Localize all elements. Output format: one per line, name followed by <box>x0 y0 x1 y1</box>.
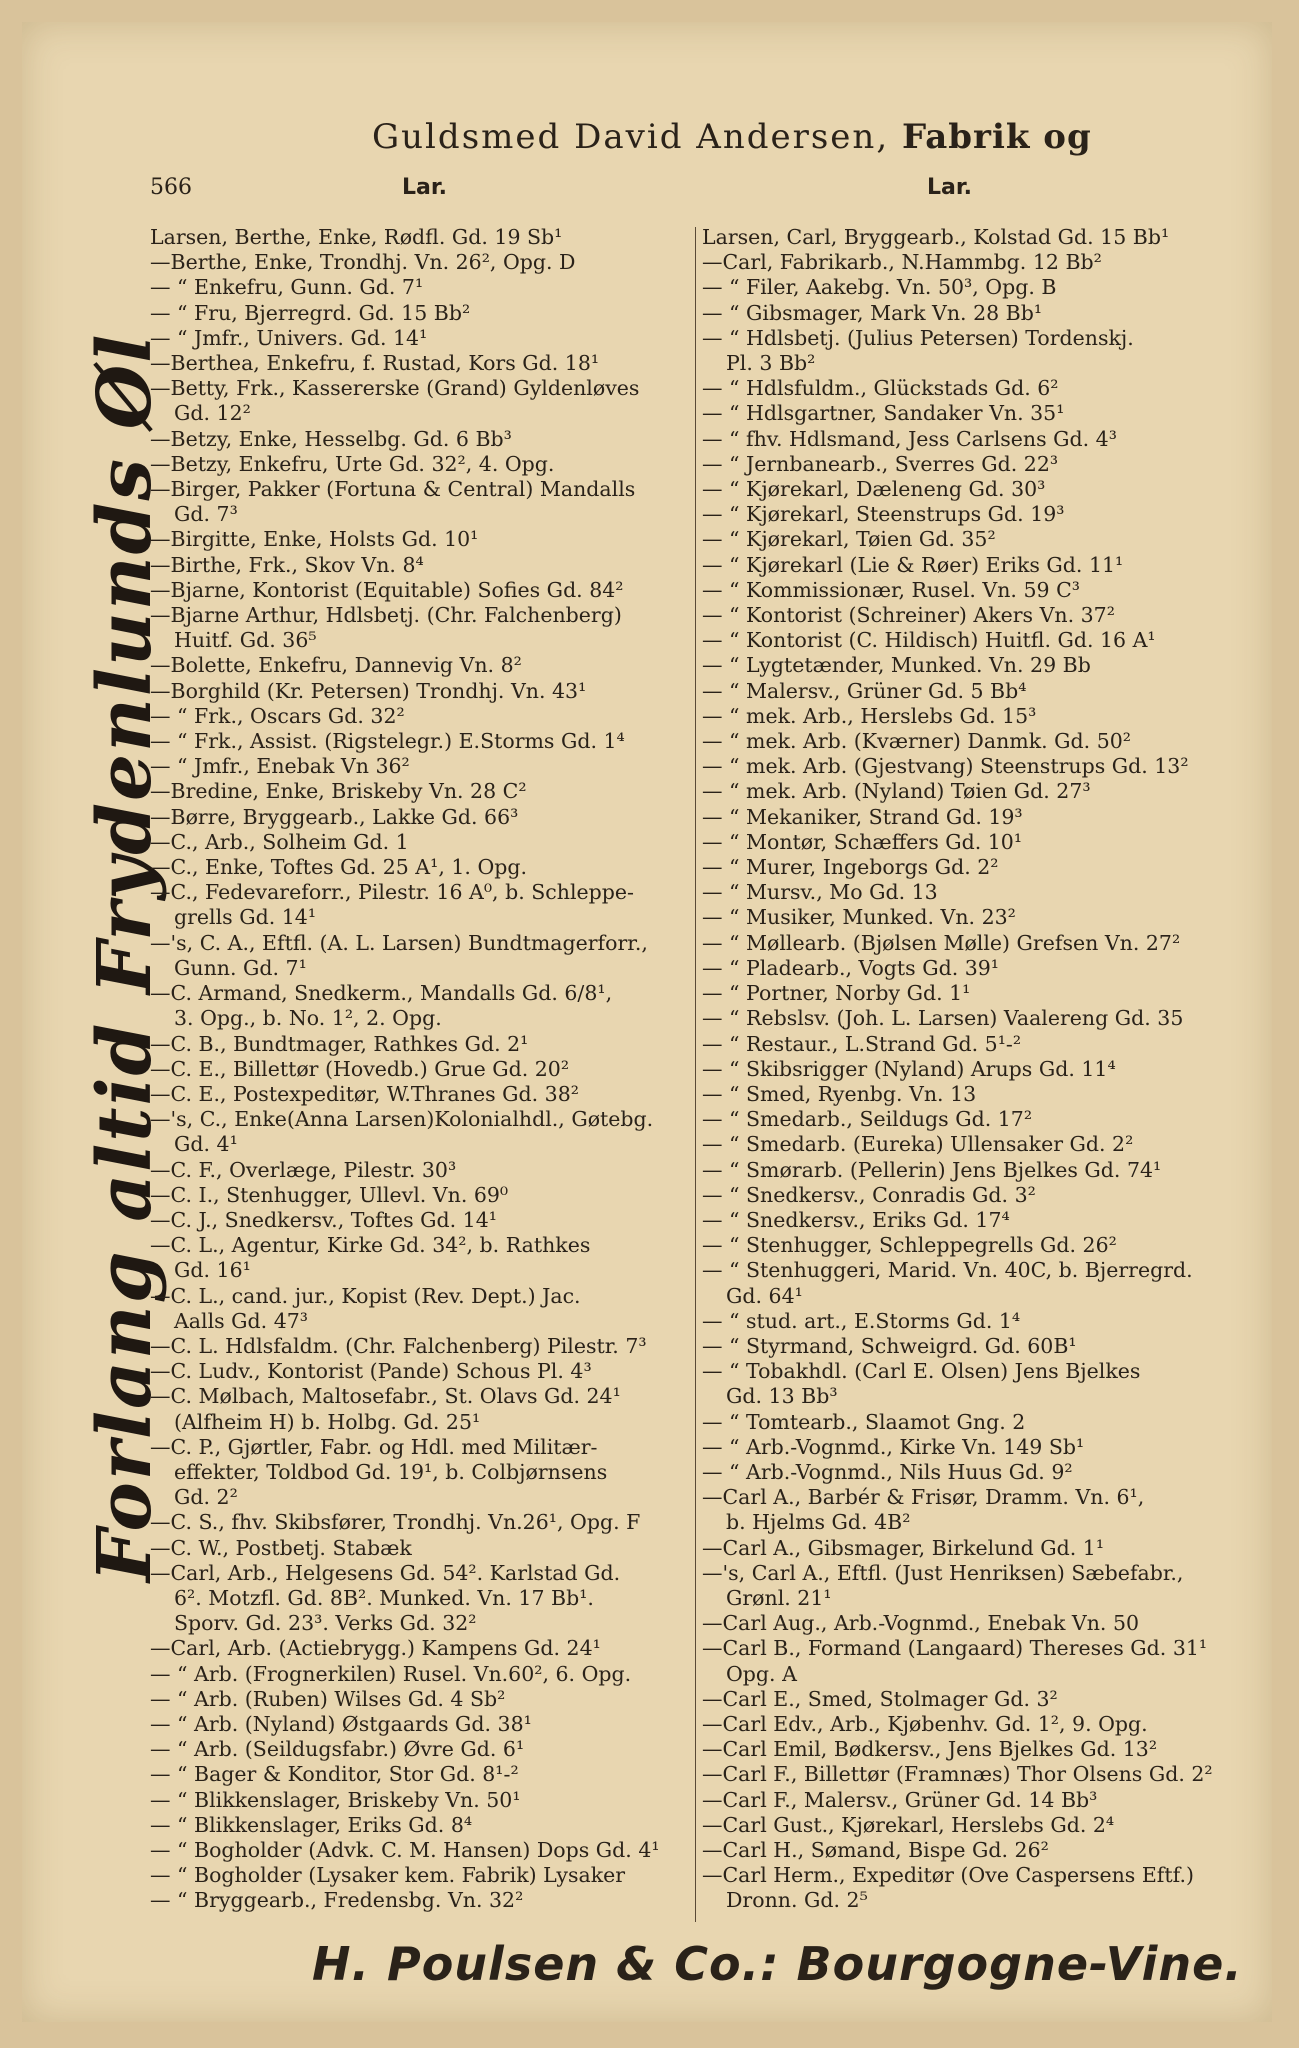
entry-line: — “ Stenhugger, Schleppegrells Gd. 26² <box>702 1233 1117 1258</box>
entry-line: — “ Styrmand, Schweigrd. Gd. 60B¹ <box>702 1333 1077 1358</box>
left-column <box>150 225 690 1914</box>
directory-entry <box>150 326 690 351</box>
entry-line: — “ Stenhuggeri, Marid. Vn. 40C, b. Bjerregrd. <box>702 1258 1193 1283</box>
directory-entry <box>702 275 1247 300</box>
directory-entry <box>702 1006 1247 1031</box>
directory-entry <box>702 956 1247 981</box>
directory-entry <box>702 704 1247 729</box>
entry-line: —Carl E., Smed, Stolmager Gd. 3² <box>702 1686 1058 1711</box>
entry-line: —Bjarne, Kontorist (Equitable) Sofies Gd. 84² <box>150 577 624 602</box>
column-divider <box>695 227 696 1922</box>
entry-line: —C. Armand, Snedkerm., Mandalls Gd. 6/8¹, <box>150 981 613 1006</box>
directory-entry <box>150 301 690 326</box>
entry-continuation: Huitf. Gd. 36⁵ <box>174 628 317 653</box>
entry-line: — “ Skibsrigger (Nyland) Arups Gd. 11⁴ <box>702 1056 1116 1081</box>
entry-line: — “ Hdlsfuldm., Glückstads Gd. 6² <box>702 376 1059 401</box>
entry-line: — “ Blikkenslager, Briskeby Vn. 50¹ <box>150 1787 521 1812</box>
entry-line: —C. E., Billettør (Hovedb.) Grue Gd. 20² <box>150 1056 570 1081</box>
directory-entry <box>150 1107 690 1157</box>
entry-line: —C. Mølbach, Maltosefabr., St. Olavs Gd. 24¹ <box>150 1384 621 1409</box>
directory-entry <box>702 754 1247 779</box>
directory-entry <box>150 477 690 527</box>
entry-line: — “ mek. Arb. (Nyland) Tøien Gd. 27³ <box>702 779 1091 804</box>
directory-entry <box>702 1737 1247 1762</box>
directory-entry <box>150 1863 690 1888</box>
directory-entry <box>702 1485 1247 1535</box>
directory-entry <box>702 1107 1247 1132</box>
entry-line: — “ Pladearb., Vogts Gd. 39¹ <box>702 955 1000 980</box>
directory-entry <box>702 1687 1247 1712</box>
directory-entry <box>150 351 690 376</box>
entry-continuation: grells Gd. 14¹ <box>174 905 317 930</box>
right-column <box>702 225 1247 1914</box>
entry-line: —Birgitte, Enke, Holsts Gd. 10¹ <box>150 527 479 552</box>
directory-entry <box>150 1183 690 1208</box>
directory-entry <box>702 679 1247 704</box>
directory-entry <box>702 1813 1247 1838</box>
entry-line: — “ Arb. (Nyland) Østgaards Gd. 38¹ <box>150 1711 532 1736</box>
directory-entry <box>702 1233 1247 1258</box>
entry-line: —C. S., fhv. Skibsfører, Trondhj. Vn.26¹, Opg. F <box>150 1510 641 1535</box>
directory-entry <box>150 830 690 855</box>
entry-line: — “ mek. Arb., Herslebs Gd. 15³ <box>702 703 1037 728</box>
footer-advertisement: H. Poulsen & Co.: Bourgogne-Vine. <box>312 1937 1243 1991</box>
entry-line: — “ Filer, Aakebg. Vn. 50³, Opg. B <box>702 275 1057 300</box>
entry-line: —Carl A., Gibsmager, Birkelund Gd. 1¹ <box>702 1535 1105 1560</box>
entry-line: — “ Snedkersv., Conradis Gd. 3² <box>702 1182 1036 1207</box>
directory-entry <box>150 452 690 477</box>
directory-entry <box>702 1032 1247 1057</box>
entry-continuation: effekter, Toldbod Gd. 19¹, b. Colbjørnsens <box>174 1459 608 1484</box>
directory-entry <box>702 1208 1247 1233</box>
directory-entry <box>150 1662 690 1687</box>
entry-line: — “ Lygtetænder, Munked. Vn. 29 Bb <box>702 653 1091 678</box>
entry-line: — “ Arb. (Ruben) Wilses Gd. 4 Sb² <box>150 1686 506 1711</box>
directory-entry <box>702 250 1247 275</box>
left-column-key: Lar. <box>402 175 447 200</box>
entry-line: — “ Smed, Ryenbg. Vn. 13 <box>702 1081 977 1106</box>
entry-line: —Carl Gust., Kjørekarl, Herslebs Gd. 2⁴ <box>702 1812 1115 1837</box>
entry-continuation: Grønl. 21¹ <box>726 1585 832 1610</box>
directory-entry <box>702 401 1247 426</box>
directory-entry <box>150 754 690 779</box>
directory-entry <box>702 1158 1247 1183</box>
entry-line: — “ Fru, Bjerregrd. Gd. 15 Bb² <box>150 300 471 325</box>
entry-line: —Bjarne Arthur, Hdlsbetj. (Chr. Falchenberg) <box>150 603 622 628</box>
entry-continuation: Gd. 2² <box>174 1485 238 1510</box>
directory-entry <box>702 1334 1247 1359</box>
directory-entry <box>150 578 690 603</box>
entry-line: —Carl F., Billettør (Framnæs) Thor Olsens Gd. 2² <box>702 1762 1213 1787</box>
directory-entry <box>702 603 1247 628</box>
entry-continuation: Gd. 16¹ <box>174 1258 251 1283</box>
directory-entry <box>150 1284 690 1334</box>
directory-entry <box>150 225 690 250</box>
entry-line: — “ Hdlsgartner, Sandaker Vn. 35¹ <box>702 401 1065 426</box>
directory-entry <box>150 1762 690 1787</box>
directory-entry <box>702 1435 1247 1460</box>
entry-line: —C. I., Stenhugger, Ullevl. Vn. 69⁰ <box>150 1182 509 1207</box>
directory-entry <box>150 704 690 729</box>
entry-continuation: (Alfheim H) b. Holbg. Gd. 25¹ <box>174 1409 481 1434</box>
directory-entry <box>702 477 1247 502</box>
entry-continuation: 3. Opg., b. No. 1², 2. Opg. <box>174 1006 442 1031</box>
directory-entry <box>702 830 1247 855</box>
directory-entry <box>150 603 690 653</box>
entry-line: —Betty, Frk., Kassererske (Grand) Gyldenløves <box>150 376 640 401</box>
directory-entry <box>150 855 690 880</box>
entry-line: — “ Tobakhdl. (Carl E. Olsen) Jens Bjelkes <box>702 1359 1141 1384</box>
entry-line: —Borghild (Kr. Petersen) Trondhj. Vn. 43¹ <box>150 678 587 703</box>
entry-line: —C. F., Overlæge, Pilestr. 30³ <box>150 1157 457 1182</box>
entry-line: —Carl Aug., Arb.-Vognmd., Enebak Vn. 50 <box>702 1611 1140 1636</box>
entry-line: —Birthe, Frk., Skov Vn. 8⁴ <box>150 552 424 577</box>
directory-entry <box>150 1838 690 1863</box>
entry-line: — “ Malersv., Grüner Gd. 5 Bb⁴ <box>702 678 1027 703</box>
entry-line: —'s, C. A., Eftfl. (A. L. Larsen) Bundtmagerforr., <box>150 930 648 955</box>
entry-line: —Carl Edv., Arb., Kjøbenhv. Gd. 1², 9. Opg. <box>702 1711 1148 1736</box>
entry-line: — “ Arb. (Frognerkilen) Rusel. Vn.60², 6. Opg. <box>150 1661 632 1686</box>
entry-line: — “ Møllearb. (Bjølsen Mølle) Grefsen Vn. 27² <box>702 930 1181 955</box>
entry-line: — “ Smedarb., Seildugs Gd. 17² <box>702 1107 1033 1132</box>
entry-line: — “ Arb.-Vognmd., Nils Huus Gd. 9² <box>702 1459 1073 1484</box>
running-header <box>372 117 1092 157</box>
entry-line: —Børre, Bryggearb., Lakke Gd. 66³ <box>150 804 519 829</box>
entry-line: —Carl H., Sømand, Bispe Gd. 26² <box>702 1838 1049 1862</box>
directory-entry <box>702 1561 1247 1611</box>
directory-entry <box>150 275 690 300</box>
directory-entry <box>702 1460 1247 1485</box>
directory-entry <box>702 1082 1247 1107</box>
entry-line: —Carl F., Malersv., Grüner Gd. 14 Bb³ <box>702 1787 1098 1812</box>
entry-continuation: Gd. 64¹ <box>726 1283 803 1308</box>
entry-line: — “ Montør, Schæffers Gd. 10¹ <box>702 829 1023 854</box>
entry-line: —C., Arb., Solheim Gd. 1 <box>150 829 409 854</box>
entry-line: —Bredine, Enke, Briskeby Vn. 28 C² <box>150 779 527 804</box>
entry-line: — “ fhv. Hdlsmand, Jess Carlsens Gd. 4³ <box>702 426 1117 451</box>
right-column-key: Lar. <box>927 175 972 200</box>
directory-entry <box>702 502 1247 527</box>
directory-entry <box>150 1510 690 1535</box>
header-ad-text: Guldsmed David Andersen, <box>372 117 890 157</box>
directory-entry <box>150 1384 690 1434</box>
entry-line: —C., Fedevareforr., Pilestr. 16 A⁰, b. Schleppe- <box>150 880 634 905</box>
entry-line: —C. W., Postbetj. Stabæk <box>150 1535 412 1560</box>
entry-line: — “ Kontorist (C. Hildisch) Huitfl. Gd. 16 A¹ <box>702 628 1156 653</box>
directory-entry <box>150 1561 690 1637</box>
directory-entry <box>150 805 690 830</box>
directory-entry <box>702 326 1247 376</box>
directory-entry <box>150 1888 690 1913</box>
entry-line: —Carl, Arb. (Actiebrygg.) Kampens Gd. 24¹ <box>150 1636 601 1661</box>
directory-entry <box>150 1233 690 1283</box>
entry-line: — “ Bogholder (Advk. C. M. Hansen) Dops Gd. 4¹ <box>150 1838 660 1862</box>
entry-line: —'s, C., Enke(Anna Larsen)Kolonialhdl., Gøtebg. <box>150 1107 654 1132</box>
entry-continuation: Gd. 7³ <box>174 502 238 527</box>
directory-entry <box>150 1687 690 1712</box>
entry-line: — “ Mekaniker, Strand Gd. 19³ <box>702 804 1023 829</box>
directory-entry <box>702 805 1247 830</box>
directory-entry <box>150 1435 690 1511</box>
entry-continuation: Dronn. Gd. 2⁵ <box>726 1888 868 1913</box>
directory-entry <box>150 1636 690 1661</box>
page-number: 566 <box>150 175 192 200</box>
directory-entry <box>702 1788 1247 1813</box>
entry-line: — “ Rebslsv. (Joh. L. Larsen) Vaalereng Gd. 35 <box>702 1006 1184 1031</box>
directory-entry <box>702 729 1247 754</box>
directory-entry <box>702 1410 1247 1435</box>
entry-line: — “ Jernbanearb., Sverres Gd. 22³ <box>702 451 1059 476</box>
entry-continuation: Aalls Gd. 47³ <box>174 1308 309 1333</box>
entry-line: — “ Bryggearb., Fredensbg. Vn. 32² <box>150 1888 524 1913</box>
directory-entry <box>702 527 1247 552</box>
entry-line: —Birger, Pakker (Fortuna & Central) Mandalls <box>150 477 636 502</box>
entry-line: — “ Kjørekarl (Lie & Røer) Eriks Gd. 11¹ <box>702 552 1124 577</box>
entry-line: — “ Frk., Oscars Gd. 32² <box>150 703 405 728</box>
directory-entry <box>702 1183 1247 1208</box>
directory-entry <box>150 779 690 804</box>
entry-line: — “ Frk., Assist. (Rigstelegr.) E.Storms Gd. 1⁴ <box>150 729 625 754</box>
entry-line: — “ Restaur., L.Strand Gd. 5¹-² <box>702 1031 1022 1056</box>
entry-continuation: Gd. 4¹ <box>174 1132 238 1157</box>
entry-line: — “ Bogholder (Lysaker kem. Fabrik) Lysaker <box>150 1863 626 1888</box>
entry-line: —'s, Carl A., Eftfl. (Just Henriksen) Sæbefabr., <box>702 1560 1184 1585</box>
entry-line: — “ Kjørekarl, Steenstrups Gd. 19³ <box>702 502 1065 527</box>
directory-entry <box>150 1536 690 1561</box>
entry-line: —Berthea, Enkefru, f. Rustad, Kors Gd. 18¹ <box>150 351 600 376</box>
directory-entry <box>702 1309 1247 1334</box>
directory-entry <box>702 1611 1247 1636</box>
entry-line: — “ Snedkersv., Eriks Gd. 17⁴ <box>702 1207 1010 1232</box>
entry-line: Larsen, Carl, Bryggearb., Kolstad Gd. 15 Bb¹ <box>702 225 1170 249</box>
directory-entry <box>702 880 1247 905</box>
directory-entry <box>702 225 1247 250</box>
directory-entry <box>150 1158 690 1183</box>
directory-entry <box>702 855 1247 880</box>
entry-line: —C. L. Hdlsfaldm. (Chr. Falchenberg) Pilestr. 7³ <box>150 1333 647 1358</box>
directory-entry <box>702 452 1247 477</box>
entry-line: — “ Portner, Norby Gd. 1¹ <box>702 981 971 1006</box>
entry-line: —Carl, Arb., Helgesens Gd. 54². Karlstad Gd. <box>150 1560 621 1585</box>
entry-line: —C. L., cand. jur., Kopist (Rev. Dept.) Jac. <box>150 1283 581 1308</box>
entry-line: — “ Murer, Ingeborgs Gd. 2² <box>702 855 999 880</box>
directory-entry <box>150 1057 690 1082</box>
directory-entry <box>150 250 690 275</box>
directory-entry <box>702 628 1247 653</box>
directory-entry <box>150 931 690 981</box>
directory-entry <box>150 376 690 426</box>
directory-entry <box>150 1082 690 1107</box>
directory-entry <box>702 1863 1247 1913</box>
directory-entry <box>150 981 690 1031</box>
entry-continuation: Pl. 3 Bb² <box>726 351 816 376</box>
side-advertisement: Forlang altid Frydenlunds Øl <box>82 332 168 1582</box>
entry-continuation: 6². Motzfl. Gd. 8B². Munked. Vn. 17 Bb¹. <box>174 1585 594 1610</box>
directory-entry <box>150 880 690 930</box>
entry-line: Larsen, Berthe, Enke, Rødfl. Gd. 19 Sb¹ <box>150 225 563 249</box>
entry-line: — “ Enkefru, Gunn. Gd. 7¹ <box>150 275 424 300</box>
directory-entry <box>150 1334 690 1359</box>
directory-entry <box>702 553 1247 578</box>
directory-entry <box>150 653 690 678</box>
directory-page <box>22 22 1272 2022</box>
entry-line: — “ mek. Arb. (Kværner) Danmk. Gd. 50² <box>702 729 1131 754</box>
directory-entry <box>702 1258 1247 1308</box>
entry-line: —Carl B., Formand (Langaard) Thereses Gd. 31¹ <box>702 1636 1208 1661</box>
directory-entry <box>702 931 1247 956</box>
directory-entry <box>702 1762 1247 1787</box>
entry-line: —C. P., Gjørtler, Fabr. og Hdl. med Militær- <box>150 1434 598 1459</box>
entry-line: — “ Mursv., Mo Gd. 13 <box>702 880 938 905</box>
entry-line: — “ mek. Arb. (Gjestvang) Steenstrups Gd. 13² <box>702 754 1189 779</box>
header-ad-bold: Fabrik og <box>901 117 1092 157</box>
entry-line: — “ Kommissionær, Rusel. Vn. 59 C³ <box>702 577 1080 602</box>
entry-line: — “ Kontorist (Schreiner) Akers Vn. 37² <box>702 603 1115 628</box>
entry-line: — “ Tomtearb., Slaamot Gng. 2 <box>702 1409 1026 1434</box>
entry-line: —C. J., Snedkersv., Toftes Gd. 14¹ <box>150 1207 497 1232</box>
entry-line: — “ Musiker, Munked. Vn. 23² <box>702 905 1016 930</box>
entry-line: — “ stud. art., E.Storms Gd. 1⁴ <box>702 1308 1021 1333</box>
directory-entry <box>150 679 690 704</box>
entry-line: — “ Blikkenslager, Eriks Gd. 8⁴ <box>150 1812 473 1837</box>
directory-entry <box>150 1208 690 1233</box>
entry-line: — “ Gibsmager, Mark Vn. 28 Bb¹ <box>702 300 1043 325</box>
directory-entry <box>702 1359 1247 1409</box>
directory-entry <box>150 1359 690 1384</box>
directory-entry <box>150 1813 690 1838</box>
entry-line: —Carl Emil, Bødkersv., Jens Bjelkes Gd. 13² <box>702 1737 1158 1762</box>
entry-continuation: b. Hjelms Gd. 4B² <box>726 1510 911 1535</box>
entry-line: —Carl, Fabrikarb., N.Hammbg. 12 Bb² <box>702 250 1102 275</box>
entry-line: — “ Hdlsbetj. (Julius Petersen) Tordenskj. <box>702 325 1134 350</box>
directory-entry <box>150 1032 690 1057</box>
directory-entry <box>702 905 1247 930</box>
directory-entry <box>702 578 1247 603</box>
entry-line: — “ Kjørekarl, Dæleneng Gd. 30³ <box>702 477 1046 502</box>
directory-entry <box>702 1536 1247 1561</box>
directory-entry <box>150 1788 690 1813</box>
entry-continuation: Gunn. Gd. 7¹ <box>174 955 307 980</box>
entry-line: — “ Bager & Konditor, Stor Gd. 8¹-² <box>150 1762 519 1787</box>
directory-entry <box>702 1636 1247 1686</box>
directory-entry <box>702 376 1247 401</box>
entry-line: — “ Jmfr., Univers. Gd. 14¹ <box>150 325 428 350</box>
entry-line: —Betzy, Enkefru, Urte Gd. 32², 4. Opg. <box>150 451 555 476</box>
entry-line: — “ Jmfr., Enebak Vn 36² <box>150 754 410 779</box>
entry-continuation: Gd. 13 Bb³ <box>726 1384 838 1409</box>
entry-line: —Betzy, Enke, Hesselbg. Gd. 6 Bb³ <box>150 426 512 451</box>
entry-line: — “ Smedarb. (Eureka) Ullensaker Gd. 2² <box>702 1132 1134 1157</box>
entry-line: —Carl Herm., Expeditør (Ove Caspersens Eftf.) <box>702 1863 1194 1888</box>
entry-line: —C. L., Agentur, Kirke Gd. 34², b. Rathkes <box>150 1233 591 1258</box>
entry-continuation: Opg. A <box>726 1661 797 1686</box>
entry-line: —Berthe, Enke, Trondhj. Vn. 26², Opg. D <box>150 250 576 275</box>
directory-entry <box>702 1838 1247 1863</box>
entry-line: —C. B., Bundtmager, Rathkes Gd. 2¹ <box>150 1031 529 1056</box>
directory-entry <box>702 1132 1247 1157</box>
directory-entry <box>702 981 1247 1006</box>
directory-entry <box>702 653 1247 678</box>
entry-line: —Carl A., Barbér & Frisør, Dramm. Vn. 6¹, <box>702 1485 1145 1510</box>
directory-entry <box>150 427 690 452</box>
entry-line: —Bolette, Enkefru, Dannevig Vn. 8² <box>150 653 522 678</box>
entry-line: — “ Arb.-Vognmd., Kirke Vn. 149 Sb¹ <box>702 1434 1085 1459</box>
directory-entry <box>702 779 1247 804</box>
entry-continuation: Gd. 12² <box>174 401 251 426</box>
directory-entry <box>702 427 1247 452</box>
entry-line: — “ Smørarb. (Pellerin) Jens Bjelkes Gd. 74¹ <box>702 1157 1162 1182</box>
directory-entry <box>150 1737 690 1762</box>
directory-entry <box>150 1712 690 1737</box>
directory-entry <box>150 553 690 578</box>
directory-entry <box>702 1712 1247 1737</box>
directory-entry <box>150 729 690 754</box>
directory-entry <box>702 301 1247 326</box>
entry-line: — “ Arb. (Seildugsfabr.) Øvre Gd. 6¹ <box>150 1737 525 1762</box>
entry-line: —C. Ludv., Kontorist (Pande) Schous Pl. 4³ <box>150 1359 592 1384</box>
entry-continuation: Sporv. Gd. 23³. Verks Gd. 32² <box>174 1611 477 1636</box>
entry-line: — “ Kjørekarl, Tøien Gd. 35² <box>702 527 996 552</box>
directory-entry <box>702 1057 1247 1082</box>
entry-line: —C., Enke, Toftes Gd. 25 A¹, 1. Opg. <box>150 855 528 880</box>
directory-entry <box>150 527 690 552</box>
entry-line: —C. E., Postexpeditør, W.Thranes Gd. 38² <box>150 1081 579 1106</box>
